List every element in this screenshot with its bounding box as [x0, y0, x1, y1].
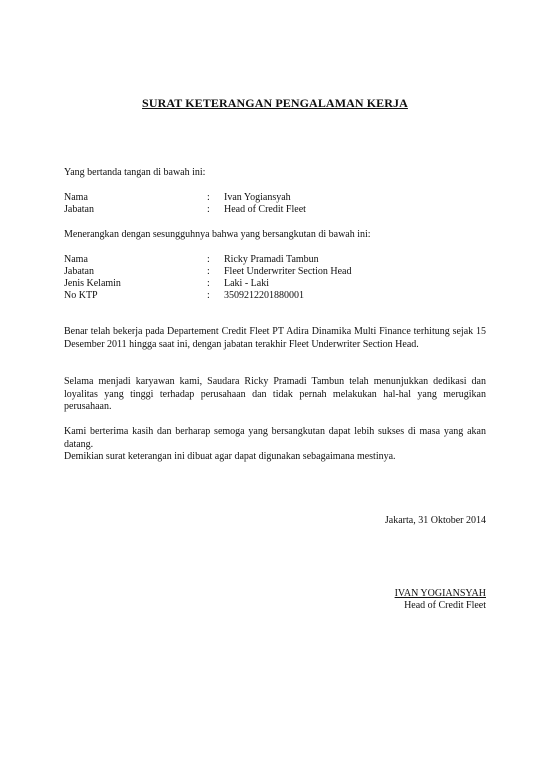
- employment-paragraph: Benar telah bekerja pada Departement Credit Fleet PT Adira Dinamika Multi Finance terhitung sejak 15 Desember 2011 hingga saat ini, dengan jabatan terakhir Fleet Underwriter Section Head.: [64, 326, 486, 350]
- field-label: Nama: [64, 192, 88, 203]
- field-value: Head of Credit Fleet: [224, 204, 306, 215]
- field-value: 3509212201880001: [224, 290, 304, 301]
- field-label: Jenis Kelamin: [64, 278, 121, 289]
- field-label: No KTP: [64, 290, 98, 301]
- field-value: Fleet Underwriter Section Head: [224, 266, 352, 277]
- dedication-paragraph: Selama menjadi karyawan kami, Saudara Ricky Pramadi Tambun telah menunjukkan dedikasi dan loyalitas yang tinggi terhadap perusahaan dan tidak pernah melakukan hal-hal yang merugikan perusahaan.: [64, 376, 486, 412]
- field-label: Jabatan: [64, 204, 94, 215]
- field-colon: :: [207, 254, 210, 265]
- signature-name: IVAN YOGIANSYAH: [394, 588, 486, 599]
- field-value: Ivan Yogiansyah: [224, 192, 291, 203]
- field-colon: :: [207, 192, 210, 203]
- field-colon: :: [207, 290, 210, 301]
- signature-title: Head of Credit Fleet: [404, 600, 486, 611]
- gratitude-paragraph: Kami berterima kasih dan berharap semoga yang bersangkutan dapat lebih sukses di masa yang akan datang.: [64, 426, 486, 450]
- letter-title: SURAT KETERANGAN PENGALAMAN KERJA: [142, 96, 408, 110]
- field-colon: :: [207, 266, 210, 277]
- field-value: Laki - Laki: [224, 278, 269, 289]
- field-colon: :: [207, 204, 210, 215]
- intro-employee: Menerangkan dengan sesungguhnya bahwa yang bersangkutan di bawah ini:: [64, 229, 371, 240]
- place-date: Jakarta, 31 Oktober 2014: [384, 515, 486, 526]
- intro-signer: Yang bertanda tangan di bawah ini:: [64, 167, 206, 178]
- field-value: Ricky Pramadi Tambun: [224, 254, 319, 265]
- field-colon: :: [207, 278, 210, 289]
- field-label: Jabatan: [64, 266, 94, 277]
- field-label: Nama: [64, 254, 88, 265]
- closing-paragraph: Demikian surat keterangan ini dibuat agar dapat digunakan sebagaimana mestinya.: [64, 451, 396, 462]
